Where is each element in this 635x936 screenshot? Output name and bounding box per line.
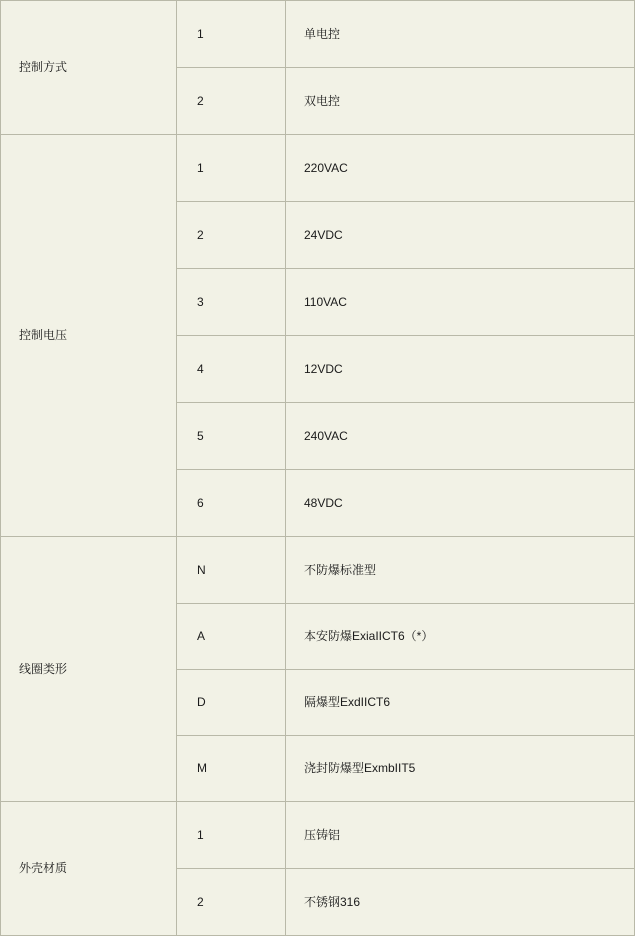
description-value: 110VAC: [286, 269, 635, 336]
table-row: [1, 802, 635, 869]
code-value: N: [177, 537, 286, 604]
description-value: 240VAC: [286, 403, 635, 470]
description-value: 不防爆标准型: [286, 537, 635, 604]
description-value: 24VDC: [286, 202, 635, 269]
code-value: 2: [177, 869, 286, 936]
code-value: 6: [177, 470, 286, 537]
category-label: 外壳材质: [1, 802, 177, 936]
description-value: 双电控: [286, 68, 635, 135]
code-value: D: [177, 670, 286, 736]
description-value: 12VDC: [286, 336, 635, 403]
description-value: 220VAC: [286, 135, 635, 202]
code-value: M: [177, 736, 286, 802]
description-value: 浇封防爆型ExmbIIT5: [286, 736, 635, 802]
description-value: 隔爆型ExdIICT6: [286, 670, 635, 736]
description-value: 48VDC: [286, 470, 635, 537]
code-value: 2: [177, 68, 286, 135]
description-value: 本安防爆ExiaIICT6（*）: [286, 604, 635, 670]
category-label: 控制电压: [1, 135, 177, 537]
table-row: [1, 135, 635, 202]
description-value: 不锈钢316: [286, 869, 635, 936]
code-value: A: [177, 604, 286, 670]
table-row: [1, 537, 635, 604]
code-value: 3: [177, 269, 286, 336]
category-label: 控制方式: [1, 1, 177, 135]
description-value: 单电控: [286, 1, 635, 68]
code-value: 5: [177, 403, 286, 470]
code-value: 4: [177, 336, 286, 403]
category-label: 线圈类形: [1, 537, 177, 802]
description-value: 压铸铝: [286, 802, 635, 869]
table-row: [1, 1, 635, 68]
code-value: 1: [177, 135, 286, 202]
table-body: [1, 1, 635, 936]
code-value: 1: [177, 802, 286, 869]
code-value: 2: [177, 202, 286, 269]
code-value: 1: [177, 1, 286, 68]
